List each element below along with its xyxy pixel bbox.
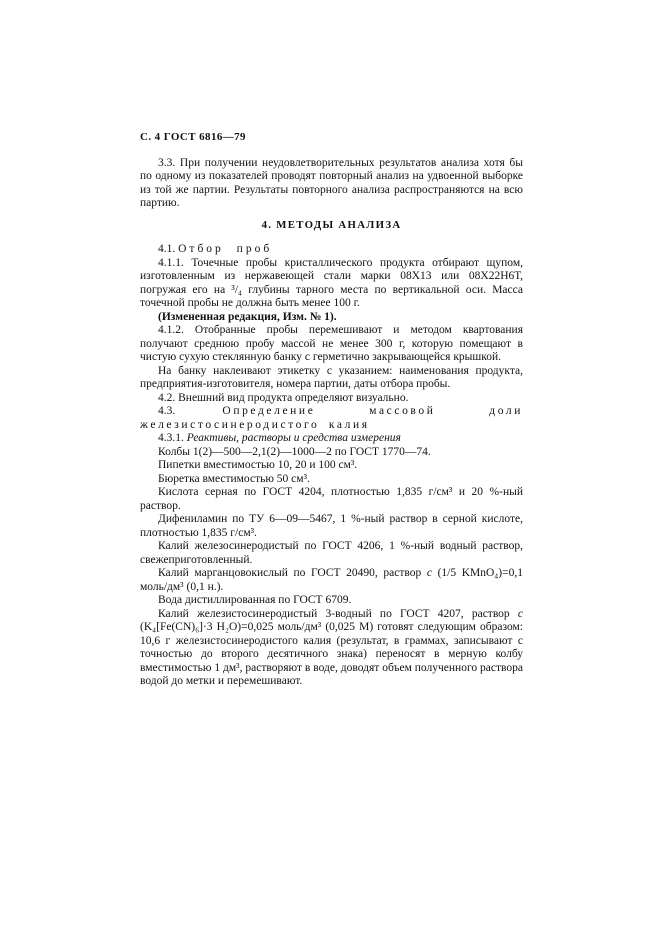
clause-title-4-3-1: Реактивы, растворы и средства измерения: [186, 432, 401, 444]
paragraph-burette: Бюретка вместимостью 50 см³.: [158, 472, 310, 485]
paragraph-ferricyanide: Калий железосинеродистый по ГОСТ 4206, 1 %-ный водный раствор, свежеприготовленный.: [140, 540, 523, 566]
paragraph-4-2: 4.2. Внешний вид продукта определяют визуально.: [158, 391, 409, 404]
concentration-symbol: с: [517, 607, 523, 620]
paragraph-jar-label: На банку наклеивают этикетку с указанием: наименования продукта, предприятия-изготовителя, номера партии, даты отбора пробы.: [140, 364, 523, 390]
clause-number-4-3: 4.3.: [158, 405, 176, 417]
paragraph-4-1-2: 4.1.2. Отобранные пробы перемешивают и методом квартования получают среднюю пробу массой не менее 300 г, которую помещают в чистую сухую стеклянную банку с герметично закрывающейся крышкой.: [140, 324, 523, 363]
clause-title-4-1: Отбор проб: [178, 243, 273, 255]
subsection-4-1-heading: [140, 243, 523, 257]
clause-title-4-3: Определение массовой доли железистосинеродистого калия: [140, 405, 523, 431]
paragraph-distilled-water: Вода дистиллированная по ГОСТ 6709.: [158, 594, 352, 606]
permanganate-text-end: (1/5 KMnO₄)=0,1 моль/дм³ (0,1 н.).: [140, 567, 523, 593]
subsection-4-3-heading: [140, 405, 523, 432]
clause-number-4-1: 4.1.: [158, 243, 176, 255]
paragraph-pipettes: Пипетки вместимостью 10, 20 и 100 см³.: [158, 459, 358, 471]
paragraph-flasks: Колбы 1(2)—500—2,1(2)—1000—2 по ГОСТ 1770—74.: [158, 445, 431, 458]
ferrocyanide-text-start: Калий железистосинеродистый 3-водный по ГОСТ 4207, раствор: [158, 607, 518, 620]
paragraph-4-1-1: 4.1.1. Точечные пробы кристаллического продукта отбирают щупом, изготовленным из нержавеющей стали марки 08Х13 или 08Х22Н6Т, погружая его на ³/₄ глубины тарного места по вертикальной оси. Масса точечной пробы не должна быть менее 100 г.: [140, 256, 523, 309]
document-body: [140, 157, 523, 689]
paragraph-amended-note: (Измененная редакция, Изм. № 1).: [158, 310, 337, 323]
paragraph-ferrocyanide: [140, 608, 523, 689]
page-header: С. 4 ГОСТ 6816—79: [140, 131, 246, 143]
permanganate-text-start: Калий марганцовокислый по ГОСТ 20490, раствор: [158, 567, 427, 579]
paragraph-sulfuric-acid: Кислота серная по ГОСТ 4204, плотностью 1,835 г/см³ и 20 %-ный раствор.: [140, 486, 523, 512]
paragraph-diphenylamine: Дифениламин по ТУ 6—09—5467, 1 %-ный раствор в серной кислоте, плотностью 1,835 г/см³.: [140, 513, 523, 539]
section-heading-methods: 4. МЕТОДЫ АНАЛИЗА: [261, 218, 402, 231]
subsection-4-3-1-heading: [140, 432, 523, 446]
ferrocyanide-text-end: (K₄[Fe(CN)₆]·3 H₂O)=0,025 моль/дм³ (0,025 М) готовят следующим образом: 10,6 г железистосинеродистого калия (результат, в граммах, записывают с точностью до второго десятичного знака) переносят в мерную колбу вместимостью 1 дм³, растворяют в воде, доводят объем полученного раствора водой до метки и перемешивают.: [140, 621, 523, 687]
paragraph-3-3: 3.3. При получении неудовлетворительных результатов анализа хотя бы по одному из показателей проводят повторный анализ на удвоенной выборке из той же партии. Результаты повторного анализа распространяются на всю партию.: [140, 156, 523, 209]
paragraph-permanganate: [140, 567, 523, 594]
concentration-symbol: с: [426, 567, 432, 579]
clause-number-4-3-1: 4.3.1.: [158, 432, 184, 444]
